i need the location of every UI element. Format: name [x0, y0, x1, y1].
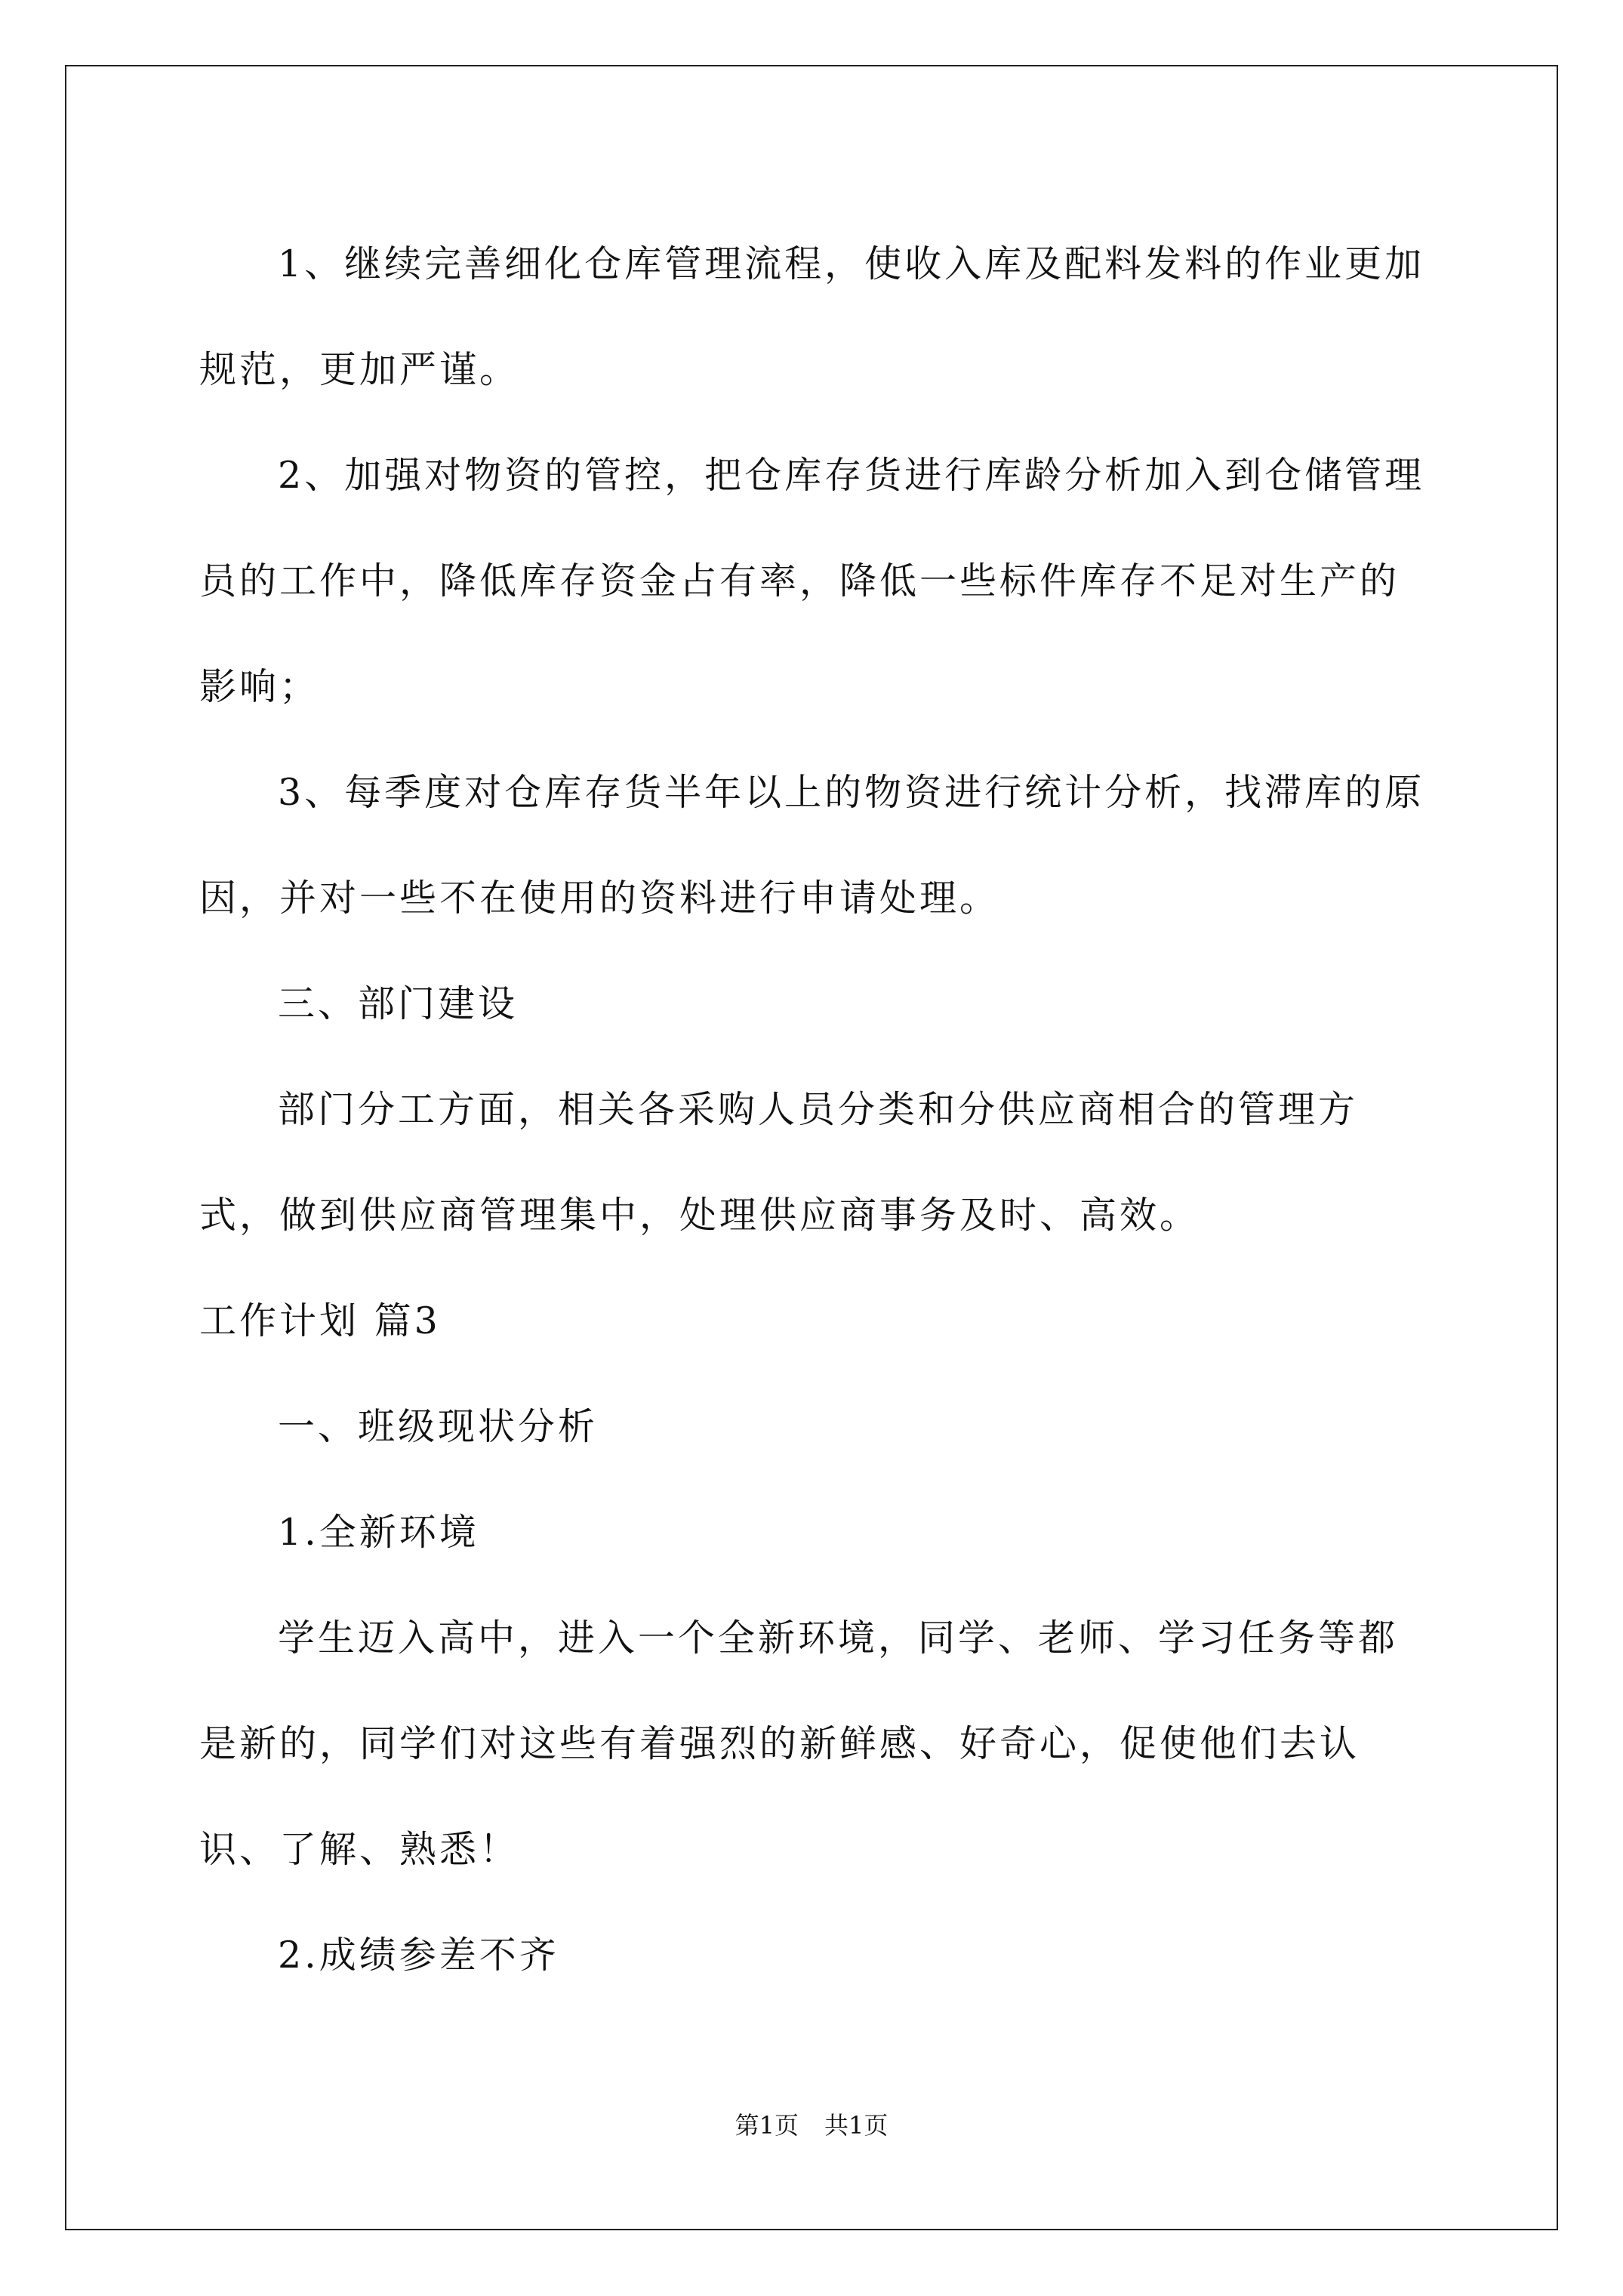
section-heading-department: 三、部门建设 [278, 982, 519, 1025]
document-body [199, 211, 1437, 2008]
paragraph-2: 2、加强对物资的管控，把仓库存货进行库龄分析加入到仓储管理员的工作中，降低库存资金占有率，降低一些标件库存不足对生产的影响； [199, 454, 1425, 708]
subheading-new-environment: 1.全新环境 [278, 1511, 479, 1554]
paragraph-new-environment: 学生迈入高中，进入一个全新环境，同学、老师、学习任务等都是新的，同学们对这些有着强烈的新鲜感、好奇心，促使他们去认识、了解、熟悉！ [199, 1616, 1399, 1871]
page-number-total: 共1页 [824, 2111, 888, 2140]
paragraph-department: 部门分工方面，相关各采购人员分类和分供应商相合的管理方式，做到供应商管理集中，处理供应商事务及时、高效。 [199, 1088, 1359, 1237]
paragraph-1: 1、继续完善细化仓库管理流程，使收入库及配料发料的作业更加规范，更加严谨。 [199, 242, 1425, 391]
subheading-uneven-grades: 2.成绩参差不齐 [278, 1934, 559, 1977]
page-number-current: 第1页 [735, 2111, 799, 2140]
section-heading-class-status: 一、班级现状分析 [278, 1405, 599, 1448]
paragraph-3: 3、每季度对仓库存货半年以上的物资进行统计分析，找滞库的原因，并对一些不在使用的资料进行申请处理。 [199, 771, 1425, 920]
section-title-plan-3: 工作计划 篇3 [199, 1299, 441, 1342]
page-footer [0, 2110, 1623, 2140]
